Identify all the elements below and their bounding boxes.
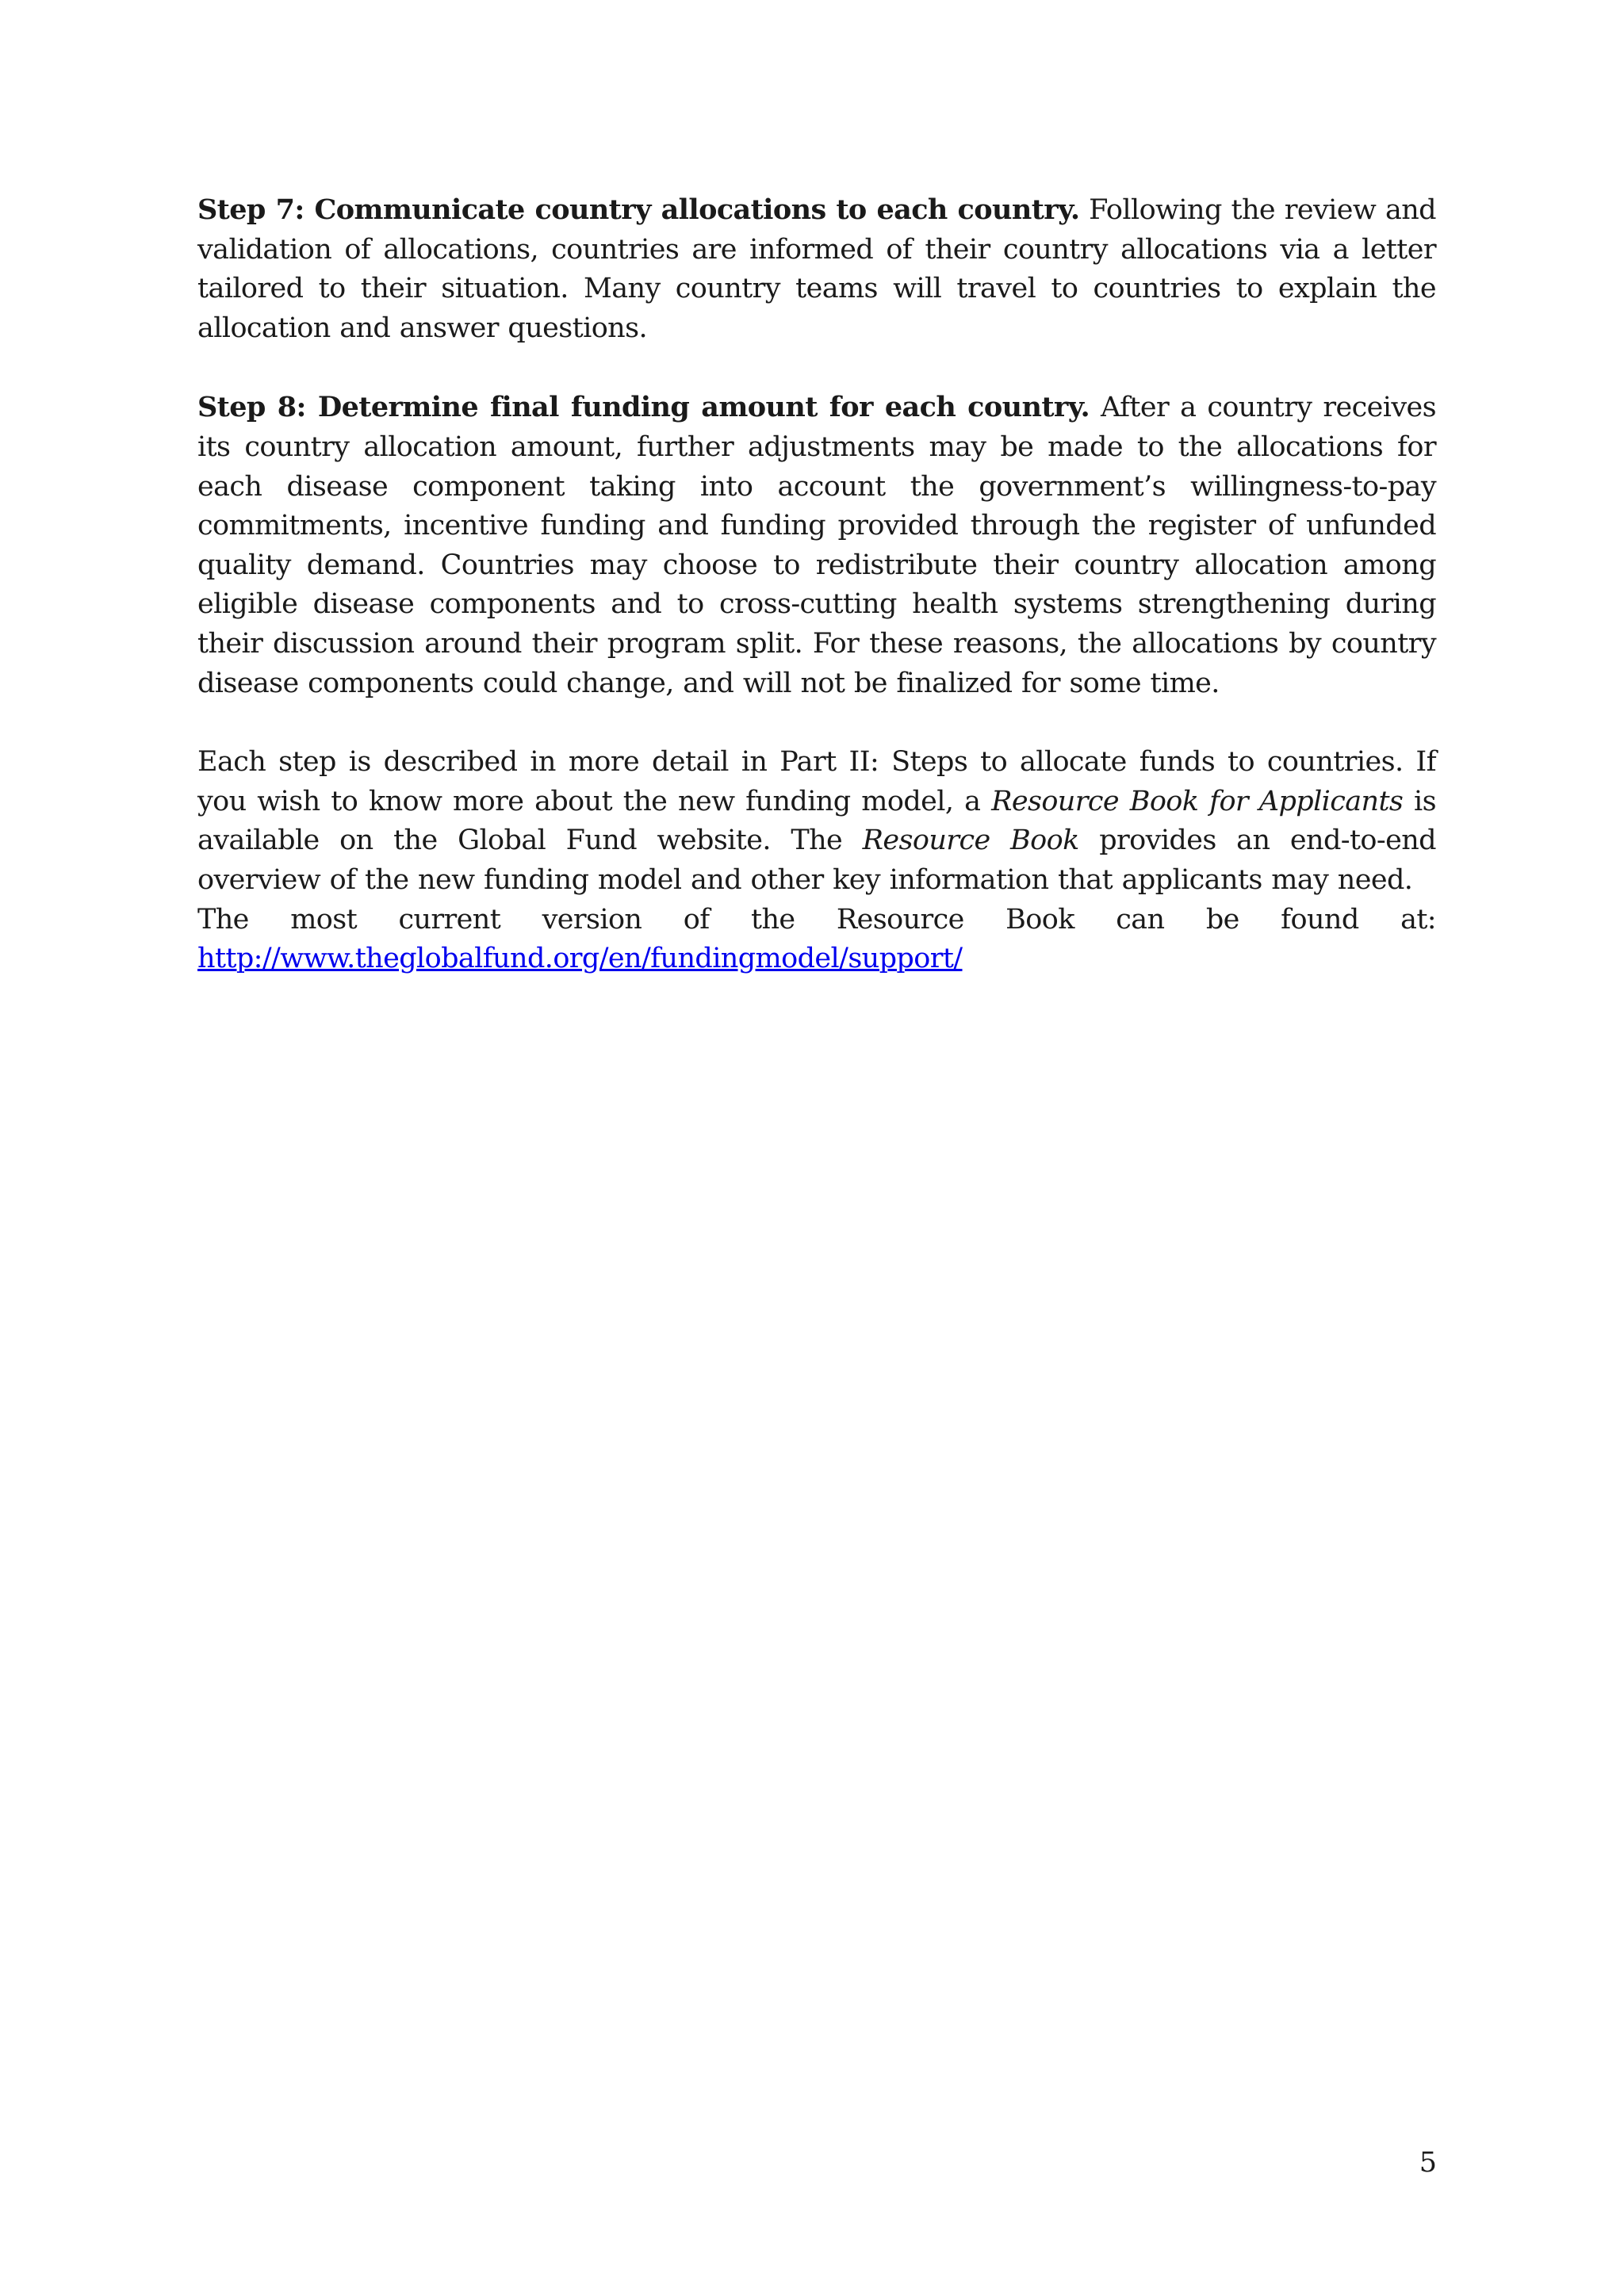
resource-book-location-text: The most current version of the Resource Book can be found at: — [197, 903, 1436, 936]
step-7-heading: Step 7: Communicate country allocations to each country. — [197, 193, 1080, 226]
closing-text-2: is available on the Global Fund website. The — [197, 785, 1436, 857]
closing-text-3: provides an end-to-end overview of the new funding model and other key information that applicants may need. — [197, 825, 1436, 896]
step-7-text: Following the review and validation of allocations, countries are informed of their country allocations via a letter tailored to their situation. Many country teams will travel to countries to explain the allocation and answer questions. — [197, 194, 1436, 344]
step-8-paragraph — [197, 388, 1436, 703]
document-body — [197, 190, 1436, 979]
closing-paragraph — [197, 743, 1436, 900]
step-8-heading: Step 8: Determine final funding amount for each country. — [197, 391, 1090, 424]
resource-book-location-paragraph — [197, 901, 1436, 940]
resource-book-link[interactable]: http://www.theglobalfund.org/en/fundingmodel/support/ — [197, 943, 963, 975]
page-number: 5 — [1419, 2147, 1437, 2179]
closing-text-1: Each step is described in more detail in Part II: Steps to allocate funds to countries. If you wish to know more about the new funding model, a — [197, 746, 1436, 817]
step-7-paragraph — [197, 190, 1436, 348]
step-8-text: After a country receives its country allocation amount, further adjustments may be made to the allocations for each disease component taking into account the government’s willingness-to-pay commitments, incentive funding and funding provided through the register of unfunded quality demand. Countries may choose to redistribute their country allocation among eligible disease components and to cross-cutting health systems strengthening during their discussion around their program split. For these reasons, the allocations by country disease components could change, and will not be finalized for some time. — [197, 392, 1436, 699]
resource-book-title: Resource Book for Applicants — [991, 785, 1404, 817]
resource-book-short-title: Resource Book — [862, 825, 1079, 857]
